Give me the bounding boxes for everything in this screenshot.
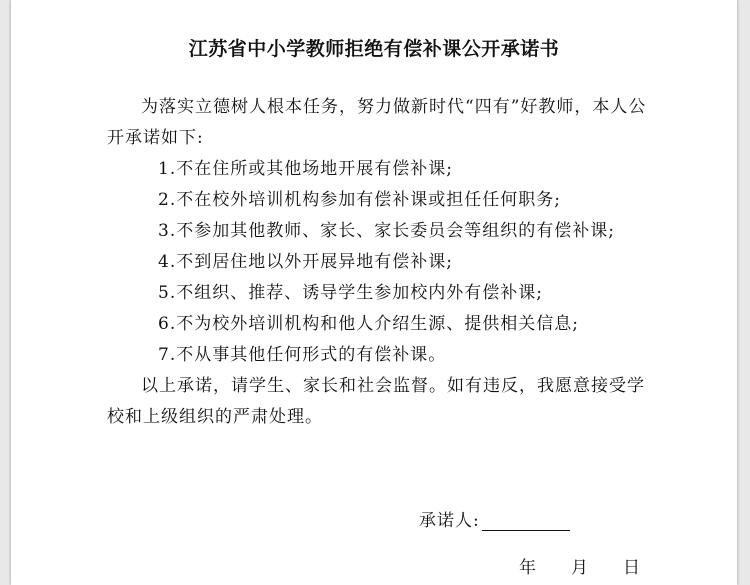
document-body [107,92,652,433]
signature-blank-line [482,512,570,531]
commitment-item-6: 6.不为校外培训机构和他人介绍生源、提供相关信息; [158,314,579,334]
document-title: 江苏省中小学教师拒绝有偿补课公开承诺书 [188,38,560,60]
closing-paragraph: 以上承诺，请学生、家长和社会监督。如有违反，我愿意接受学校和上级组织的严肃处理。 [107,376,645,427]
date-month-label: 月 [571,558,588,578]
date-year-label: 年 [519,558,536,578]
intro-paragraph: 为落实立德树人根本任务，努力做新时代“四有”好教师，本人公开承诺如下: [107,97,647,148]
signature-label: 承诺人: [419,511,480,531]
document-page [11,0,737,585]
commitment-item-4: 4.不到居住地以外开展异地有偿补课; [158,252,453,272]
date-day-label: 日 [623,558,640,578]
commitment-item-1: 1.不在住所或其他场地开展有偿补课; [158,159,453,179]
commitment-item-3: 3.不参加其他教师、家长、家长委员会等组织的有偿补课; [158,221,615,241]
commitment-item-2: 2.不在校外培训机构参加有偿补课或担任任何职务; [158,190,561,210]
commitment-item-7: 7.不从事其他任何形式的有偿补课。 [158,345,447,365]
commitment-item-5: 5.不组织、推荐、诱导学生参加校内外有偿补课; [158,283,543,303]
signature-field [419,506,570,531]
